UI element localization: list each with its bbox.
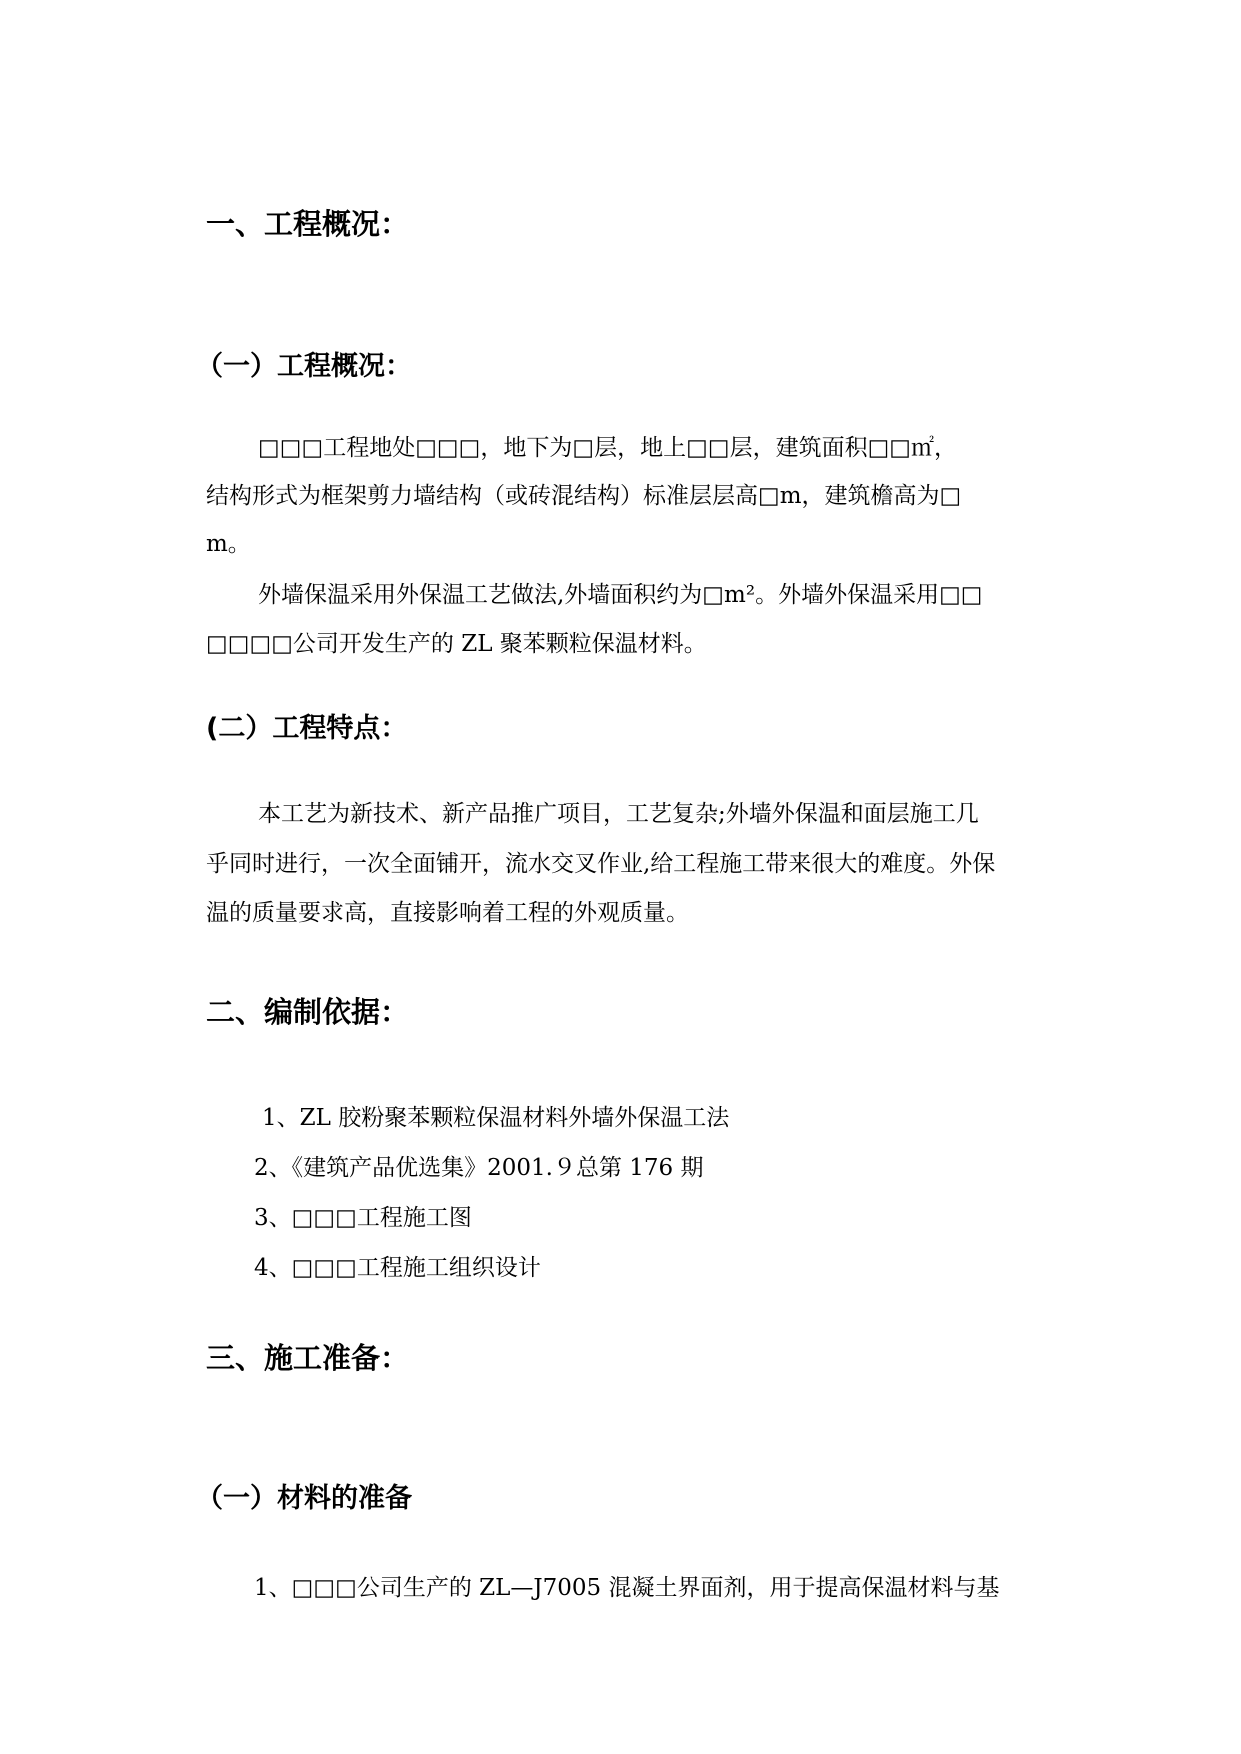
paragraph-line: 外墙保温采用外保温工艺做法,外墙面积约为□m²。外墙外保温采用□□ (258, 582, 983, 608)
paragraph-line: 温的质量要求高，直接影响着工程的外观质量。 (206, 900, 689, 926)
list-item: 2、《建筑产品优选集》2001.９总第 176 期 (254, 1155, 704, 1181)
paragraph-line: 1、□□□公司生产的 ZL—J7005 混凝土界面剂，用于提高保温材料与基 (254, 1575, 1000, 1601)
section-1-1-heading: （一）工程概况： (196, 351, 412, 382)
paragraph-line: m。 (206, 531, 251, 557)
list-item: 4、□□□工程施工组织设计 (254, 1255, 541, 1281)
section-1-heading: 一、工程概况： (206, 207, 410, 241)
paragraph-line: 乎同时进行，一次全面铺开，流水交叉作业,给工程施工带来很大的难度。外保 (206, 851, 996, 877)
paragraph-line: □□□□公司开发生产的 ZL 聚苯颗粒保温材料。 (206, 631, 707, 657)
section-3-heading: 三、施工准备： (206, 1341, 410, 1375)
paragraph-line: 结构形式为框架剪力墙结构（或砖混结构）标准层层高□m，建筑檐高为□ (206, 483, 962, 509)
list-item: 3、□□□工程施工图 (254, 1205, 472, 1231)
section-2-heading: 二、编制依据： (206, 995, 410, 1029)
section-3-1-heading: （一）材料的准备 (196, 1483, 412, 1514)
paragraph-line: 本工艺为新技术、新产品推广项目，工艺复杂;外墙外保温和面层施工几 (258, 801, 979, 827)
section-1-2-heading: (二）工程特点： (206, 713, 408, 744)
paragraph-line: □□□工程地处□□□，地下为□层，地上□□层，建筑面积□□㎡， (258, 435, 958, 461)
list-item: 1、ZL 胶粉聚苯颗粒保温材料外墙外保温工法 (262, 1105, 730, 1131)
